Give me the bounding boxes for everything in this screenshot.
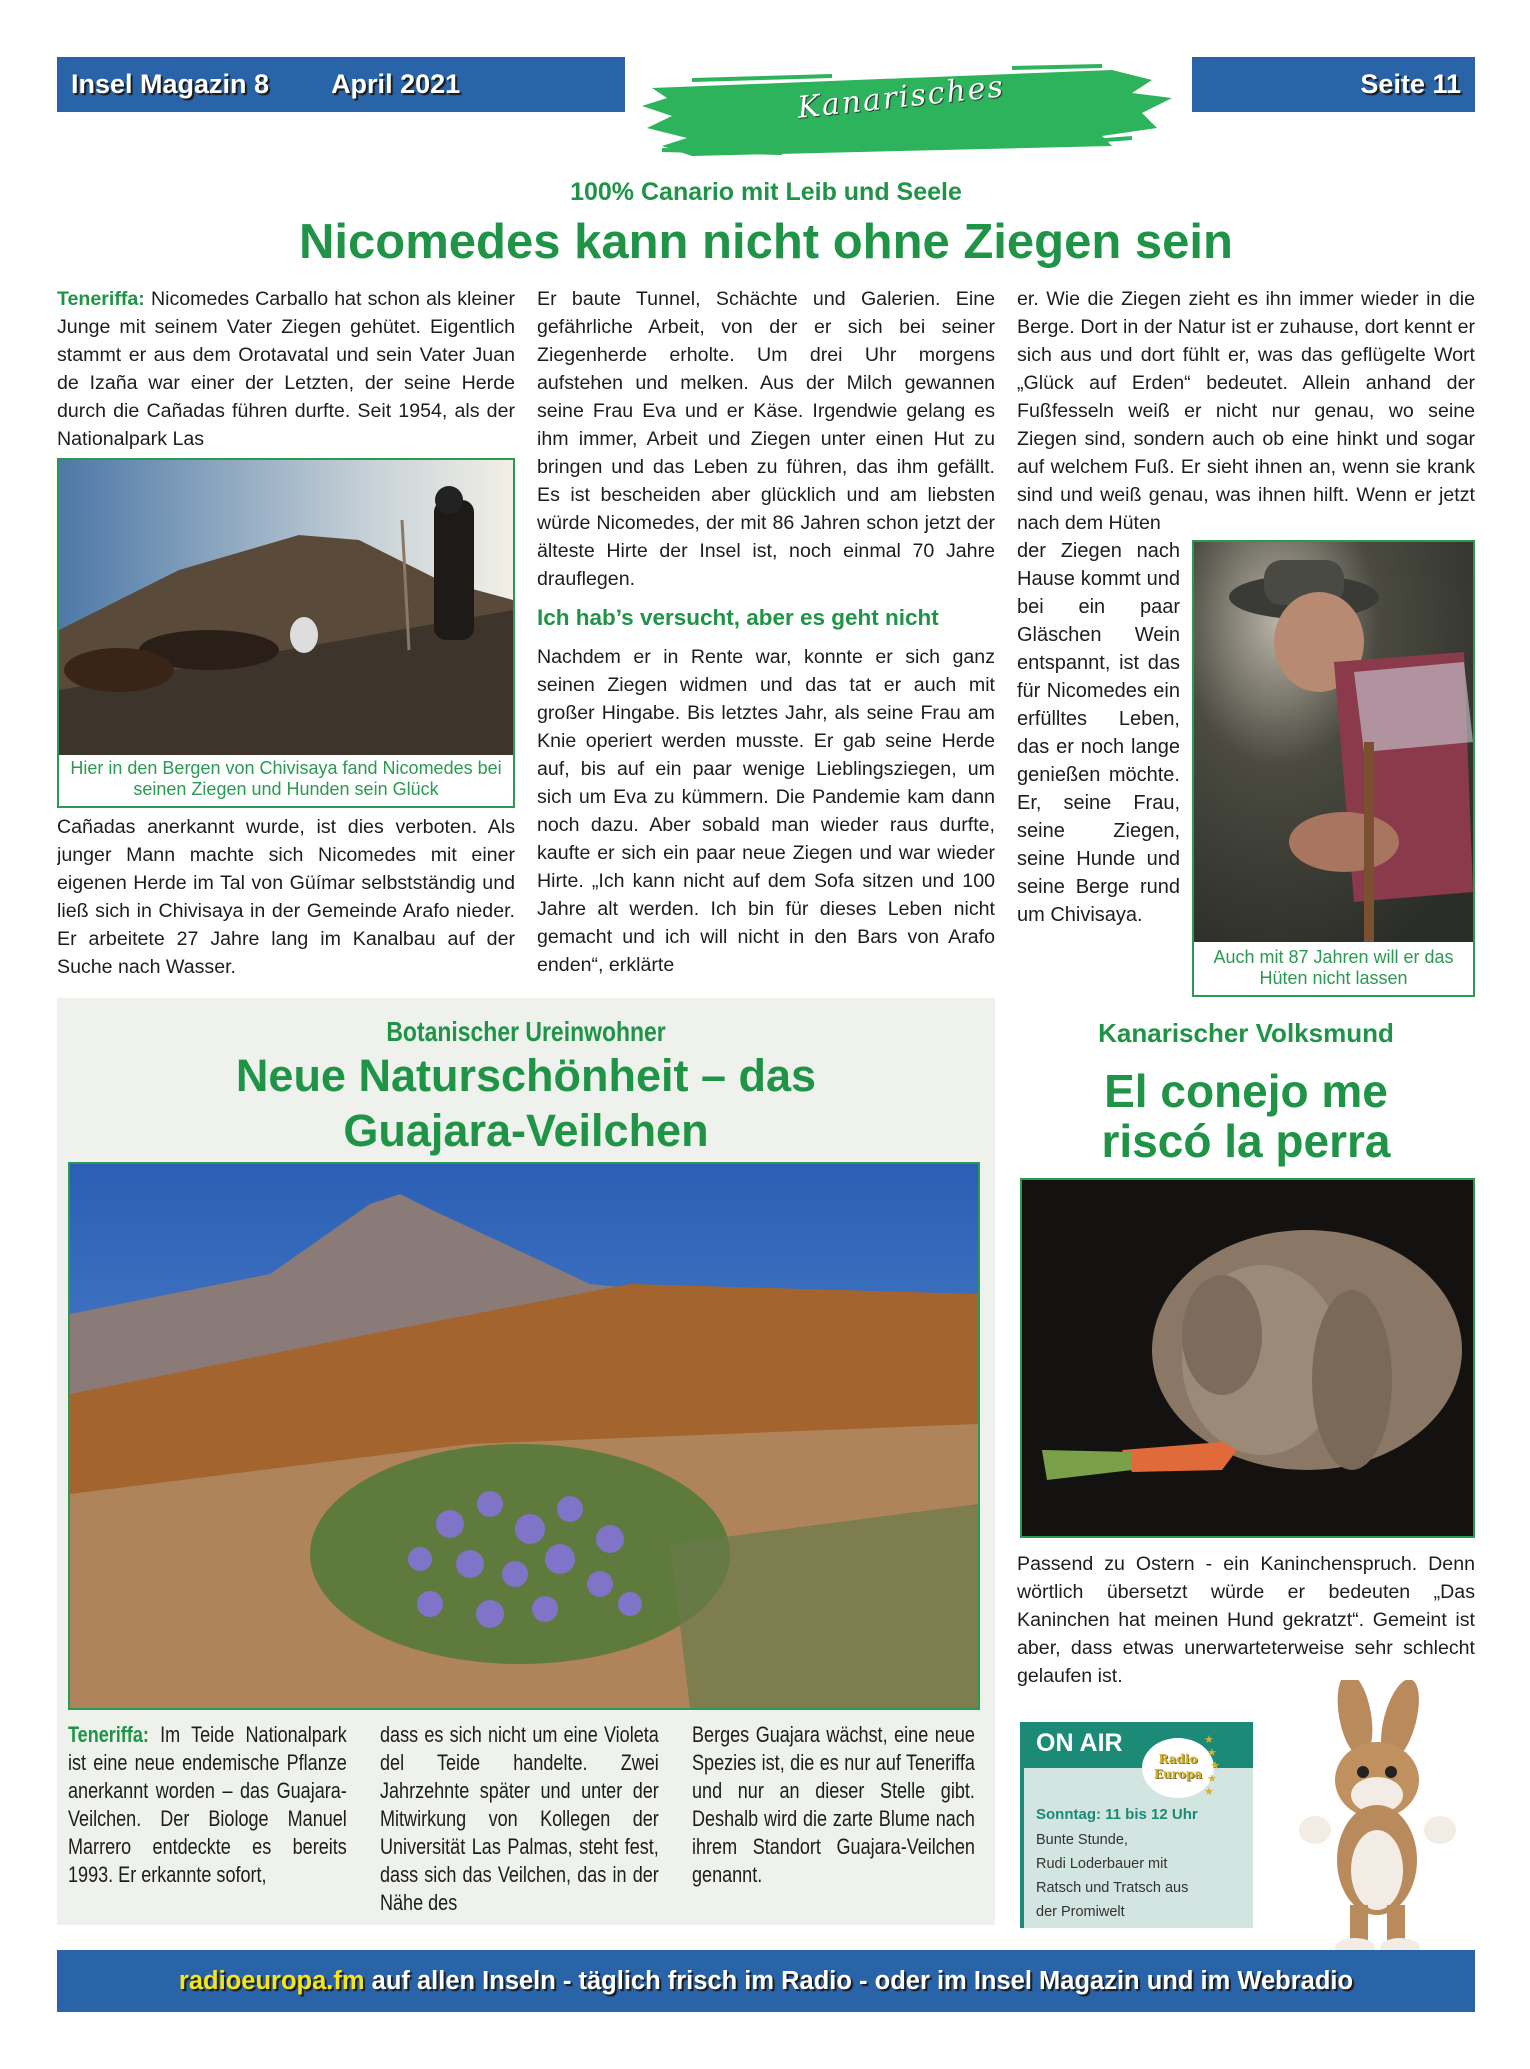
article1-text-3a: er. Wie die Ziegen zieht es ihn immer wieder in die Berge. Dort in der Natur ist er zuhause, dort kennt er sich aus und dort fühlt er, was das geflügelte Wort „Glück auf Erden“ bedeutet. Allein anhand der Fußfesseln weiß er nicht nur genau, wo seine Ziegen sind, sondern auch ob eine hinkt und sogar auf welchem Fuß. Er sieht ihnen an, wenn sie krank sind und weiß genau, was ihnen hilft. Wenn er jetzt nach dem Hüten [1017, 288, 1475, 534]
section-brush-logo [632, 58, 1187, 158]
onair-line-4: der Promiwelt [1036, 1904, 1125, 1920]
photo-shepherd-goats [57, 458, 515, 808]
article2-column-2 [380, 1721, 659, 1921]
article3-headline-line1: El conejo me [1104, 1065, 1388, 1117]
article2-location-label: Teneriffa: [68, 1722, 149, 1747]
photo2-caption: Auch mit 87 Jahren will er das Hüten nicht lassen [1213, 947, 1454, 988]
article1-column-1b [57, 813, 515, 983]
shepherd-portrait-image [1194, 542, 1473, 942]
article1-headline: Nicomedes kann nicht ohne Ziegen sein [299, 215, 1233, 269]
article3-headline [1017, 1066, 1475, 1166]
article3-kicker: Kanarischer Volksmund [1098, 1018, 1394, 1048]
article1-column-1a [57, 285, 515, 453]
radio-logo-line2: Europa [1153, 1767, 1203, 1781]
article1-kicker: 100% Canario mit Leib und Seele [570, 178, 962, 206]
article3-text: Passend zu Ostern - ein Kaninchenspruch. Denn wörtlich übersetzt würde er bedeuten „Das Kaninchen hat meinen Hund gekratzt“. Gemeint ist aber, dass etwas unerwarteterweise sehr schlecht gelaufen ist. [1017, 1553, 1475, 1687]
article1-text-2a: Er baute Tunnel, Schächte und Galerien. Eine gefährliche Arbeit, von der er sich bei seiner Ziegenherde erholte. Um drei Uhr morgens aufstehen und melken. Aus der Milch gewannen seine Frau Eva und er Käse. Irgendwie gelang es ihm immer, Arbeit und Ziegen unter einen Hut zu bringen und das Leben zu führen, das ihm gefällt. Es ist bescheiden aber glücklich und am liebsten würde Nicomedes, der mit 86 Jahren schon jetzt der älteste Hirte der Insel ist, noch einmal 70 Jahre drauflegen. [537, 288, 995, 590]
cartoon-bunny-icon [1275, 1680, 1475, 1960]
article2-text-2: dass es sich nicht um eine Violeta del Teide handelte. Zwei Jahrzehnte später und unter der Mitwirkung von Kollegen der Universität Las Palmas, steht fest, dass sich das Veilchen, das in der Nähe des [380, 1722, 659, 1915]
rabbit-eating-carrot-image [1022, 1180, 1473, 1536]
onair-line-2: Rudi Loderbauer mit [1036, 1856, 1168, 1872]
shepherd-with-goats-image [59, 460, 513, 755]
article2-text-1: Im Teide Nationalpark ist eine neue endemische Pflanze anerkannt worden – das Guajara-Veilchen. Der Biologe Manuel Marrero entdeckte es bereits 1993. Er erkannte sofort, [68, 1722, 347, 1887]
onair-line-1: Bunte Stunde, [1036, 1832, 1128, 1848]
article1-column-3b [1017, 537, 1180, 987]
onair-line-3: Ratsch und Tratsch aus [1036, 1880, 1189, 1896]
article1-text-1a: Nicomedes Carballo hat schon als kleiner Junge mit seinem Vater Ziegen gehütet. Eigentlich stammt er aus dem Orotavatal und sein Vater Juan de Izaña war einer der Letzten, der seine Herde durch die Cañadas führen durfte. Seit 1954, als der Nationalpark Las [57, 288, 515, 450]
onair-title: ON AIR [1036, 1729, 1123, 1757]
article2-headline-line1: Neue Naturschönheit – das [235, 1050, 817, 1101]
magazine-name: Insel Magazin 8 [71, 69, 270, 99]
footer-website-link[interactable]: radioeuropa.fm [178, 1966, 365, 1995]
footer-text: auf allen Inseln - täglich frisch im Radio - oder im Insel Magazin und im Webradio [364, 1966, 1354, 1995]
easter-bunny-mascot [1275, 1680, 1475, 1960]
page-number: Seite 11 [1360, 69, 1461, 99]
article1-text-1b: Cañadas anerkannt wurde, ist dies verboten. Als junger Mann machte sich Nicomedes mit einer eigenen Herde im Tal von Güímar selbstständig und ließ sich in Chivisaya in der Gemeinde Arafo nieder. Er arbeitete 27 Jahre lang im Kanalbau auf der Suche nach Wasser. [57, 816, 515, 978]
article2-headline-line2: Guajara-Veilchen [343, 1105, 709, 1156]
article1-text-3b: der Ziegen nach Hause kommt und bei ein paar Gläschen Wein entspannt, ist das für Nicomedes ein erfülltes Leben, das er noch lange genießen möchte. Er, seine Frau, seine Ziegen, seine Hunde und seine Berge rund um Chivisaya. [1017, 540, 1180, 926]
article2-kicker: Botanischer Ureinwohner [386, 1016, 666, 1047]
onair-details [1036, 1828, 1188, 1924]
article1-text-2b: Nachdem er in Rente war, konnte er sich ganz seinen Ziegen widmen und das tat er auch mit großer Hingabe. Bis letztes Jahr, als seine Frau am Knie operiert werden musste. Er gab seine Herde auf, bis auf ein paar wenige Lieblingsziegen, um sich um Eva zu kümmern. Die Pandemie kam dann noch dazu. Aber sobald man wieder raus durfte, kaufte er sich ein paar neue Ziegen und war wieder Hirte. „Ich kann nicht auf dem Sofa sitzen und 100 Jahre alt werden. Ich bin für dieses Leben nicht gemacht und ich will nicht in den Bars von Arafo enden“, erklärte [537, 646, 995, 976]
article1-column-2a [537, 285, 995, 595]
article2-column-1 [68, 1721, 347, 1921]
footer-bar [57, 1950, 1475, 2012]
article2-column-3 [692, 1721, 975, 1921]
article2-headline [57, 1048, 995, 1158]
onair-time: Sonntag: 11 bis 12 Uhr [1036, 1806, 1198, 1823]
article1-subhead: Ich hab’s versucht, aber es geht nicht [537, 605, 939, 630]
article1-column-3a [1017, 285, 1475, 537]
photo-nicomedes-portrait [1192, 540, 1475, 997]
location-label: Teneriffa: [57, 288, 145, 310]
article2-text-3: Berges Guajara wächst, eine neue Spezies ist, die es nur auf Teneriffa und nur an dieser Stelle gibt. Deshalb wird die zarte Blume nach ihrem Standort Guajara-Veilchen genannt. [692, 1722, 975, 1887]
issue-date: April 2021 [331, 69, 461, 99]
stars-ring-icon: ★ ★ ★ ★ ★ [1204, 1734, 1220, 1798]
header-bar-right [1192, 57, 1475, 112]
photo-guajara-violets [68, 1162, 980, 1710]
radio-logo-line1: Radio [1158, 1752, 1198, 1766]
photo1-caption: Hier in den Bergen von Chivisaya fand Nicomedes bei seinen Ziegen und Hunden sein Glück [70, 758, 502, 799]
article3-headline-line2: riscó la perra [1101, 1115, 1391, 1167]
article1-column-2b [537, 643, 995, 988]
photo-rabbit-carrot [1020, 1178, 1475, 1538]
header-bar-left [57, 57, 625, 112]
section-title: Kanarisches [795, 69, 1007, 126]
onair-box [1020, 1722, 1253, 1928]
violets-landscape-image [70, 1164, 978, 1708]
